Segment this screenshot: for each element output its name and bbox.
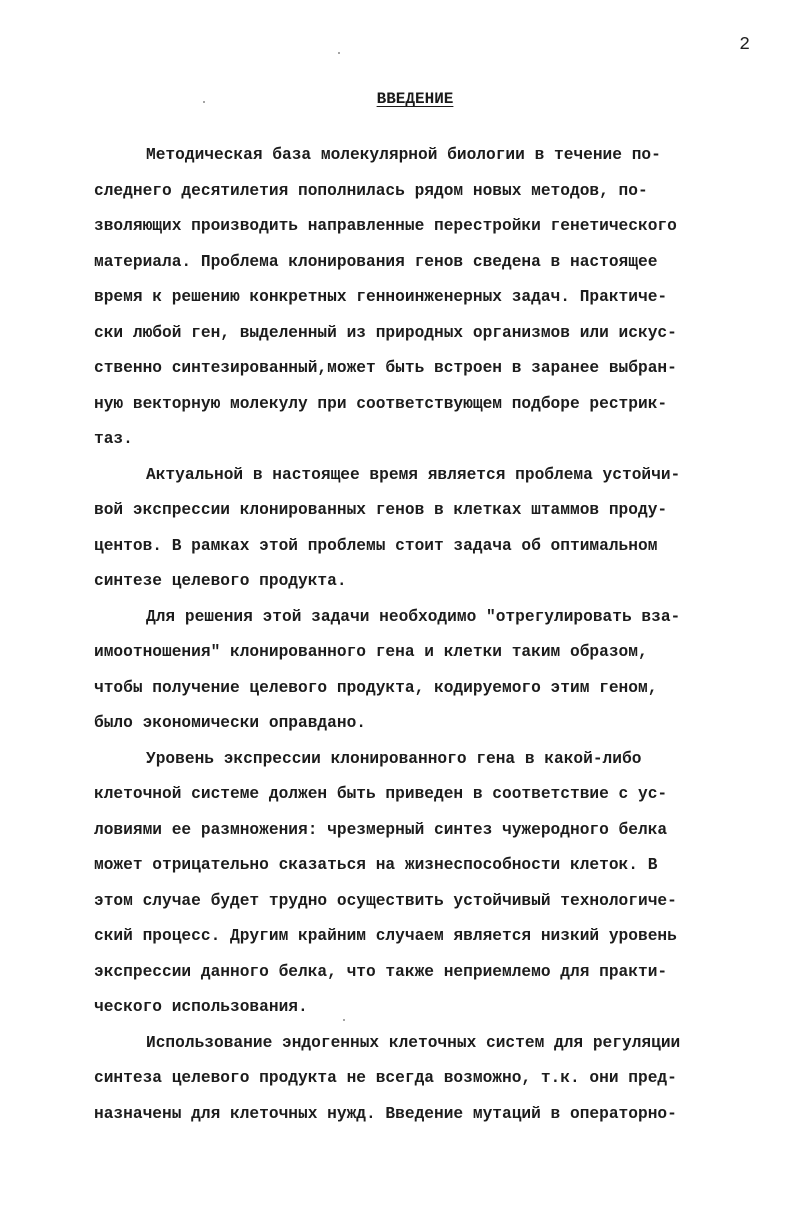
paragraph	[94, 1026, 744, 1133]
scan-speck	[203, 101, 205, 103]
section-heading: ВВЕДЕНИЕ	[376, 90, 454, 108]
text-line: вой экспрессии клонированных генов в клетках штаммов проду-	[94, 501, 668, 519]
paragraph	[94, 742, 744, 1026]
text-line: ческого использования.	[94, 998, 308, 1016]
paragraph	[94, 600, 744, 742]
text-line: может отрицательно сказаться на жизнеспособности клеток. В	[94, 856, 658, 874]
text-line: синтезе целевого продукта.	[94, 572, 347, 590]
page-number: 2	[739, 35, 750, 55]
text-line: было экономически оправдано.	[94, 714, 366, 732]
text-line: следнего десятилетия пополнилась рядом новых методов, по-	[94, 181, 648, 200]
text-line: Методическая база молекулярной биологии в течение по-	[146, 146, 661, 164]
text-line: ную векторную молекулу при соответствующем подборе рестрик-	[94, 394, 668, 413]
text-line: Уровень экспрессии клонированного гена в какой-либо	[146, 749, 642, 768]
text-line: время к решению конкретных генноинженерных задач. Практиче-	[94, 288, 668, 306]
text-line: ственно синтезированный,может быть встроен в заранее выбран-	[94, 359, 677, 377]
text-line: экспрессии данного белка, что также неприемлемо для практи-	[94, 962, 668, 981]
text-line: синтеза целевого продукта не всегда возможно, т.к. они пред-	[94, 1069, 677, 1087]
body-text	[94, 138, 744, 1132]
paragraph	[94, 458, 744, 600]
text-line: Актуальной в настоящее время является проблема устойчи-	[146, 465, 681, 484]
text-line: таз.	[94, 430, 133, 448]
text-line: чтобы получение целевого продукта, кодируемого этим геном,	[94, 678, 658, 697]
paragraph	[94, 138, 744, 458]
text-line: зволяющих производить направленные перестройки генетического	[94, 217, 677, 235]
text-line: ловиями ее размножения: чрезмерный синтез чужеродного белка	[94, 820, 668, 839]
text-line: Использование эндогенных клеточных систем для регуляции	[146, 1033, 681, 1052]
text-line: ский процесс. Другим крайним случаем является низкий уровень	[94, 927, 677, 945]
text-line: этом случае будет трудно осуществить устойчивый технологиче-	[94, 891, 677, 910]
text-line: центов. В рамках этой проблемы стоит задача об оптимальном	[94, 536, 658, 555]
text-line: назначены для клеточных нужд. Введение мутаций в операторно-	[94, 1104, 677, 1123]
text-line: Для решения этой задачи необходимо "отрегулировать вза-	[146, 607, 681, 626]
text-line: имоотношения" клонированного гена и клетки таким образом,	[94, 643, 648, 661]
text-line: ски любой ген, выделенный из природных организмов или искус-	[94, 323, 677, 342]
text-line: клеточной системе должен быть приведен в соответствие с ус-	[94, 785, 668, 803]
text-line: материала. Проблема клонирования генов сведена в настоящее	[94, 252, 658, 271]
scan-speck	[338, 52, 340, 54]
